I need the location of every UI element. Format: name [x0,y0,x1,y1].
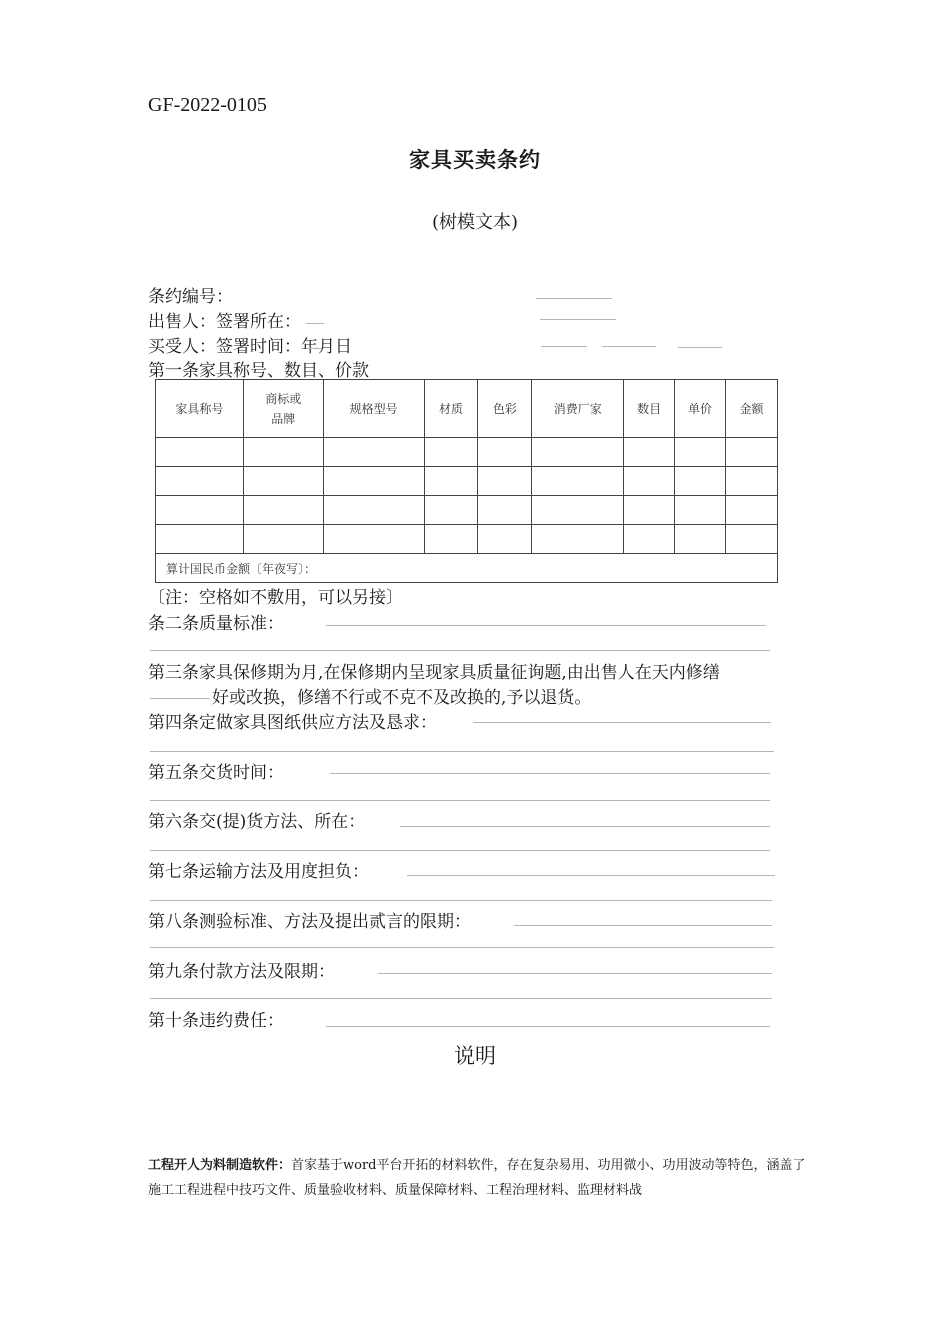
col-header-quantity: 数目 [624,380,675,438]
table-note: 〔注：空格如不敷用，可以另接〕 [148,588,403,608]
document-title: 家具买卖条约 [409,148,541,172]
clause-9-blank-2 [150,998,772,999]
clause-8-blank-2 [150,947,774,948]
year-blank [541,346,587,347]
table-header-row [156,380,778,438]
footer-paragraph [148,1153,808,1203]
clause-4: 第四条定做家具图纸供应方法及恳求： [148,713,437,733]
clause-7: 第七条运输方法及用度担负： [148,862,369,882]
table-row [156,496,778,525]
day-blank [678,347,722,348]
col-header-color: 色彩 [478,380,532,438]
col-header-name: 家具称号 [156,380,244,438]
month-blank [602,346,656,347]
table-total-row [156,554,778,583]
clause-5: 第五条交货时间： [148,763,284,783]
clause-2-blank-2 [150,650,770,651]
contract-no-label: 条约编号： [148,287,233,307]
clause-8: 第八条测验标准、方法及提出贰言的限期： [148,912,471,932]
table-row [156,525,778,554]
total-amount-label: 算计国民币金额〔年夜写〕： [156,554,778,583]
col-header-amount: 金额 [726,380,778,438]
col-header-material: 材质 [424,380,478,438]
buyer-blank [306,348,322,349]
site-blank [540,319,616,320]
clause-5-blank [330,773,770,774]
furniture-table [155,379,778,583]
footer-body-text: 首家基于word平台开拓的材料软件，存在复杂易用、功用微小、功用波动等特色，涵盖了施工工程进程中技巧文件、质量验收材料、质量保障材料、工程治理材料、监理材料战 [148,1158,806,1198]
table-row [156,438,778,467]
clause-1: 第一条家具称号、数目、价款 [148,361,369,381]
contract-no-blank [536,298,612,299]
section-heading-explanation: 说明 [454,1044,496,1068]
clause-3-line-1: 第三条家具保修期为月,在保修期内呈现家具质量征询题,由出售人在天内修缮 [148,663,720,683]
clause-4-blank [473,722,771,723]
table-row [156,467,778,496]
clause-2: 条二条质量标准： [148,614,284,634]
col-header-brand-text: 商标或 品牌 [265,391,302,426]
seller-blank [306,323,324,324]
clause-6-blank-2 [150,850,770,851]
clause-9: 第九条付款方法及限期： [148,962,335,982]
document-subtitle: (树模文本) [431,212,519,233]
clause-10: 第十条违约费任： [148,1011,284,1031]
col-header-model: 规格型号 [323,380,424,438]
clause-9-blank [378,973,772,974]
clause-4-blank-2 [150,751,774,752]
col-header-unit-price: 单价 [675,380,726,438]
clause-6: 第六条交(提)货方法、所在： [148,812,366,832]
document-code: GF-2022-0105 [148,94,267,116]
col-header-manufacturer: 消费厂家 [532,380,624,438]
clause-7-blank-2 [150,900,772,901]
clause-6-blank [400,826,770,827]
clause-2-blank [326,625,766,626]
clause-10-blank [326,1026,770,1027]
col-header-brand [243,380,323,438]
clause-3-line-2: 好或改换，修缮不行或不克不及改换的,予以退货。 [212,688,592,708]
clause-5-blank-2 [150,800,770,801]
clause-7-blank [407,875,775,876]
footer-bold-lead: 工程开人为料制造软件： [148,1158,292,1173]
seller-site-label: 出售人：签署所在： [148,312,301,332]
buyer-time-label: 买受人：签署时间：年月日 [148,337,352,357]
clause-8-blank [514,925,772,926]
clause-3-blank [150,698,210,699]
